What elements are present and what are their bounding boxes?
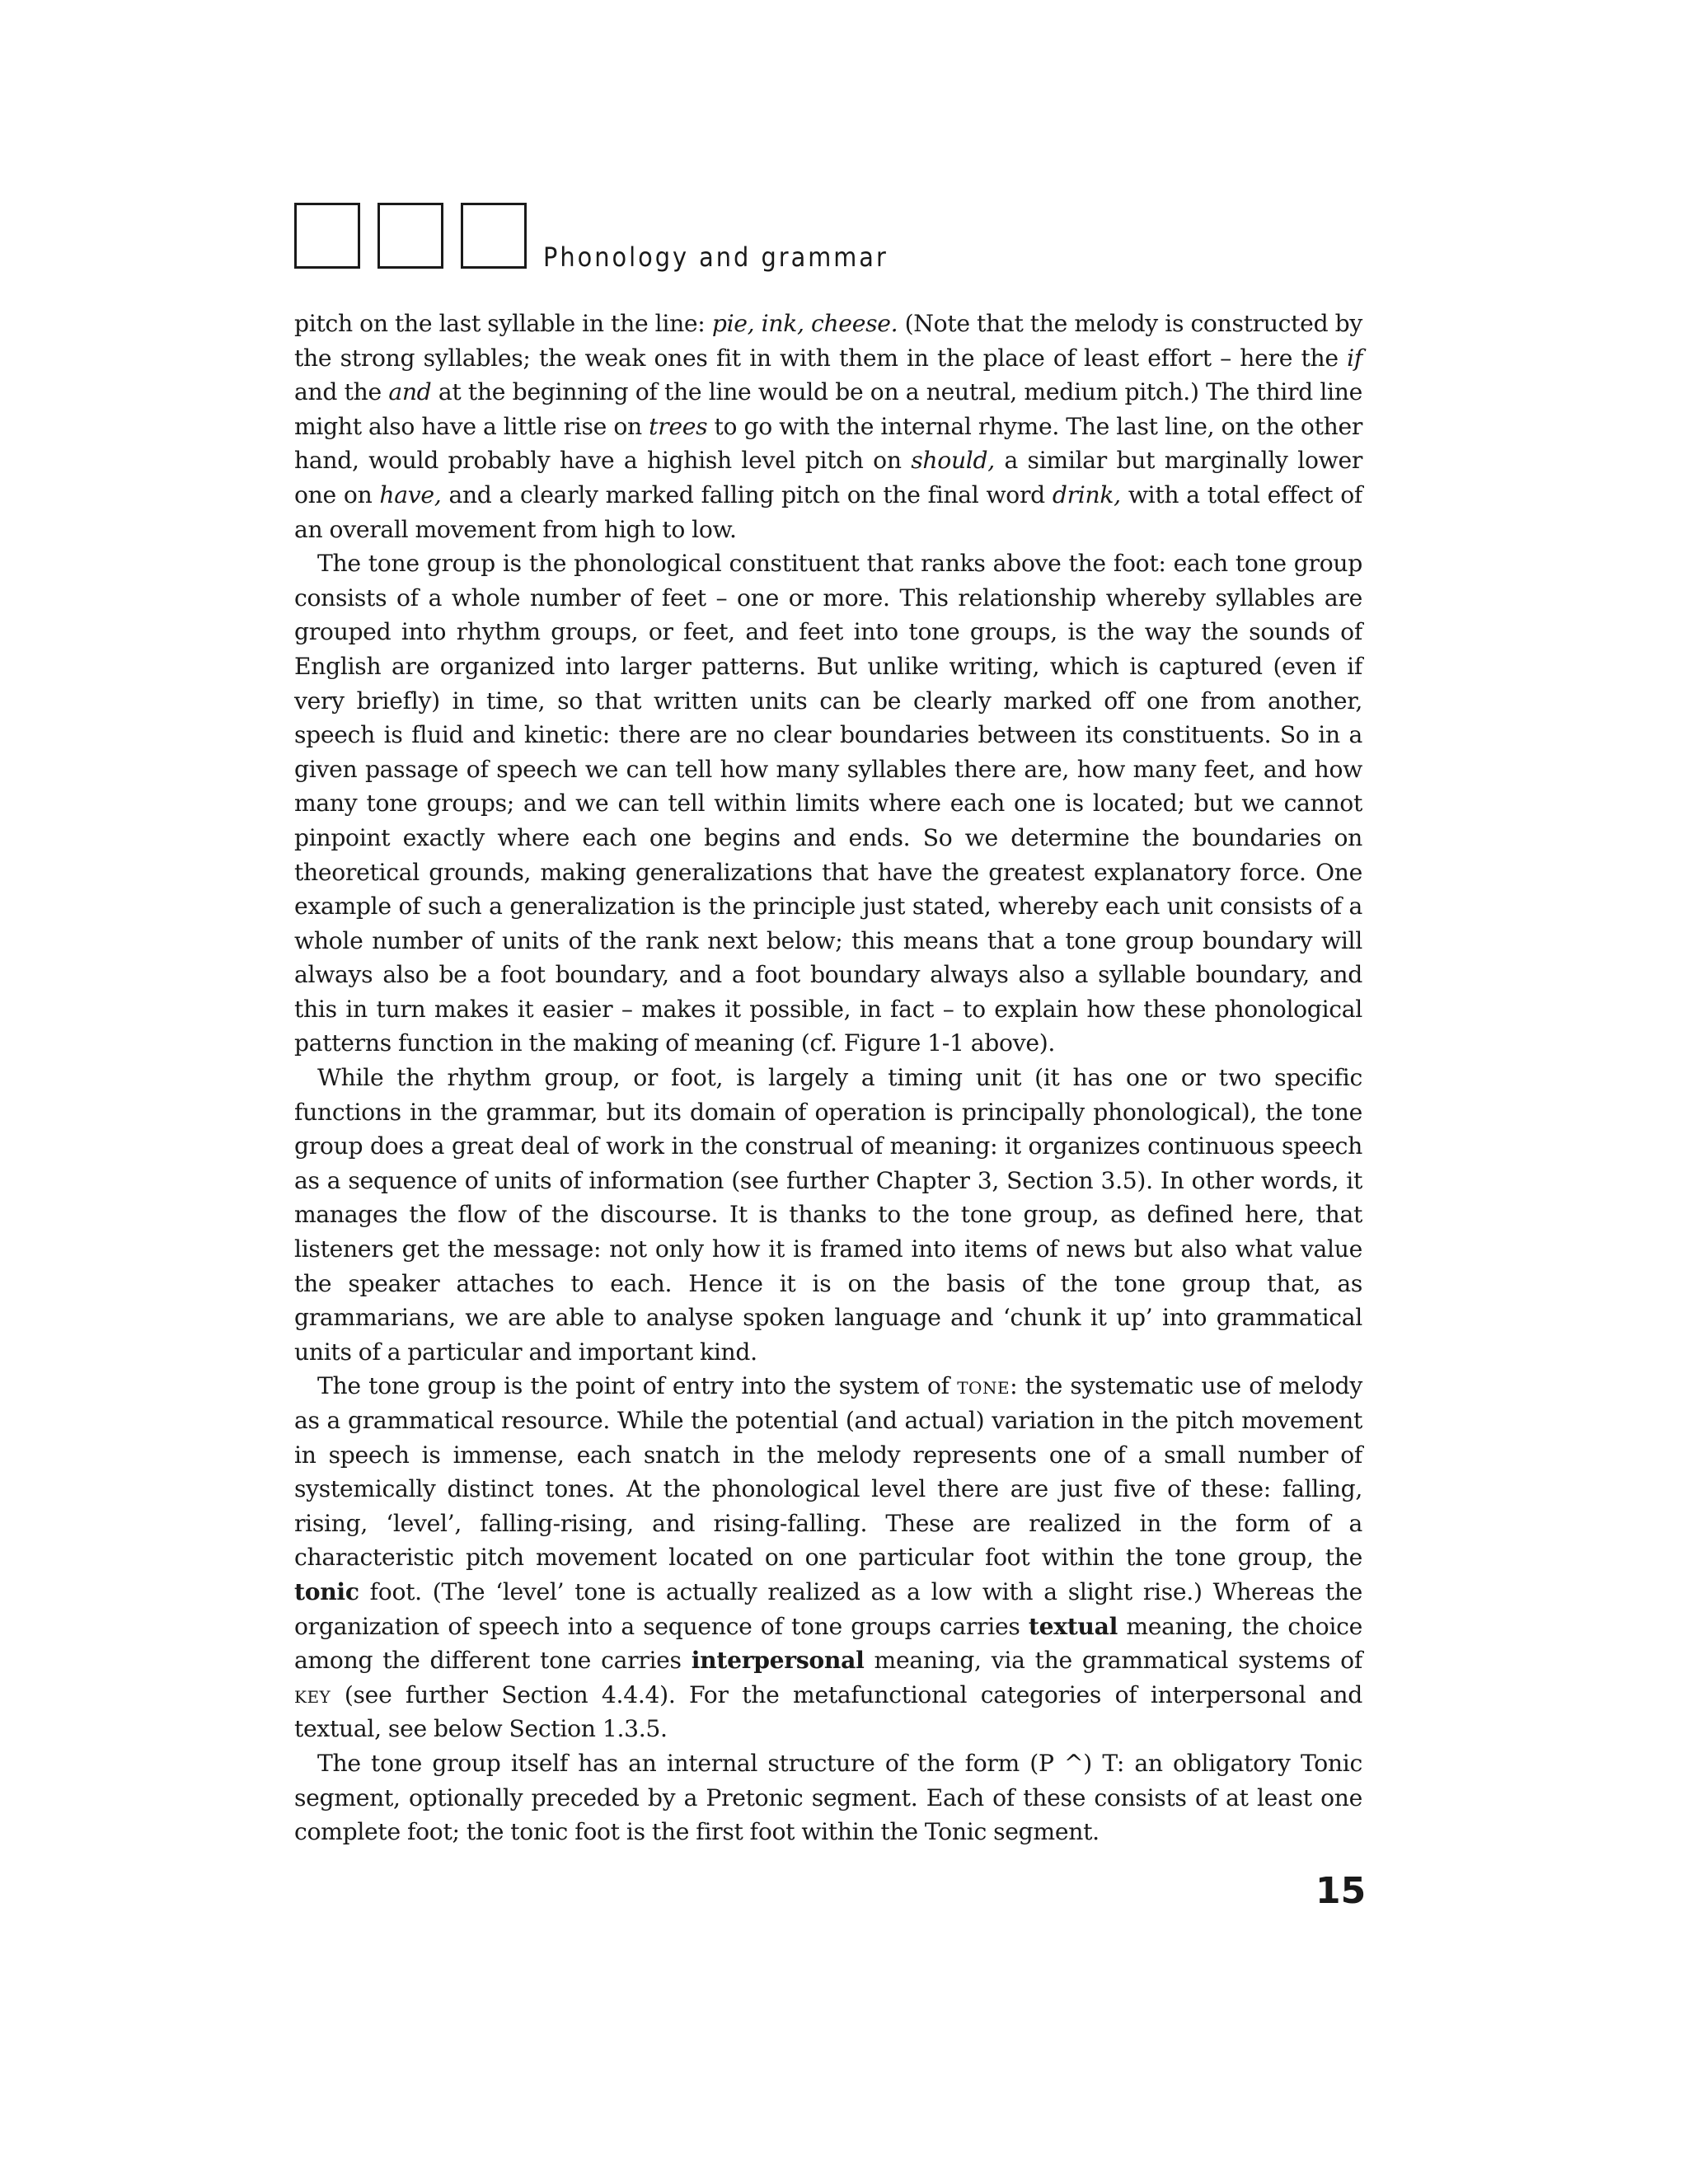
emphasis-text: drink, <box>1052 480 1121 509</box>
body-paragraph <box>294 546 1362 1061</box>
header-box-2 <box>377 203 443 269</box>
text-run: at the beginning of the line would be on a neutral, medium pitch.) The third line might also have a little rise on <box>294 378 1362 440</box>
body-text <box>294 307 1362 1849</box>
header-box-3 <box>461 203 527 269</box>
emphasis-text: trees <box>649 412 708 440</box>
text-run: The tone group is the phonological constituent that ranks above the foot: each tone group consists of a whole number of feet – one or more. This relationship whereby syllables are grouped into rhythm groups, or feet, and feet into tone groups, is the way the sounds of English are organized into larger patterns. But unlike writing, which is captured (even if very briefly) in time, so that written units can be clearly marked off one from another, speech is fluid and kinetic: there are no clear boundaries between its constituents. So in a given passage of speech we can tell how many syllables there are, how many feet, and how many tone groups; and we can tell within limits where each one is located; but we cannot pinpoint exactly where each one begins and ends. So we determine the boundaries on theoretical grounds, making generalizations that have the greatest explanatory force. One example of such a generalization is the principle just stated, whereby each unit consists of a whole number of units of the rank next below; this means that a tone group boundary will always also be a foot boundary, and a foot boundary always also a syllable boundary, and this in turn makes it easier – makes it possible, in fact – to explain how these phonological patterns function in the making of meaning (cf. Figure 1-1 above). <box>294 550 1362 1057</box>
body-paragraph <box>294 1369 1362 1746</box>
body-paragraph <box>294 307 1362 546</box>
emphasis-text: textual <box>1028 1612 1118 1640</box>
emphasis-text: tone <box>957 1372 1010 1400</box>
running-head-title: Phonology and grammar <box>543 241 889 273</box>
text-run: (Note that the melody is constructed by the strong syllables; the weak ones fit in with them in the place of least effort – here the <box>294 310 1362 372</box>
emphasis-text: if <box>1347 344 1362 372</box>
emphasis-text: pie, ink, cheese. <box>711 310 898 337</box>
text-run: and a clearly marked falling pitch on the final word <box>441 480 1053 509</box>
emphasis-text: and <box>388 378 432 406</box>
text-run: to go with the internal rhyme. The last line, on the other hand, would probably have a highish level pitch on <box>294 412 1363 475</box>
text-run: meaning, via the grammatical systems of <box>864 1647 1362 1675</box>
text-run: foot. (The ‘level’ tone is actually realized as a low with a slight rise.) Whereas the organization of speech into a sequence of tone groups carries <box>294 1577 1362 1640</box>
header-box-1 <box>294 203 360 269</box>
emphasis-text: interpersonal <box>691 1647 865 1675</box>
text-run: a similar but marginally lower one on <box>294 447 1362 509</box>
running-head <box>294 199 889 273</box>
emphasis-text: have, <box>379 480 442 509</box>
text-run: and the <box>294 378 389 406</box>
text-run: with a total effect of an overall movement from high to low. <box>294 480 1362 543</box>
text-run: While the rhythm group, or foot, is largely a timing unit (it has one or two specific functions in the grammar, but its domain of operation is principally phonological), the tone group does a great deal of work in the construal of meaning: it organizes continuous speech as a sequence of units of information (see further Chapter 3, Section 3.5). In other words, it manages the flow of the discourse. It is thanks to the tone group, as defined here, that listeners get the message: not only how it is framed into items of news but also what value the speaker attaches to each. Hence it is on the basis of the tone group that, as grammarians, we are able to analyse spoken language and ‘chunk it up’ into grammatical units of a particular and important kind. <box>294 1064 1362 1366</box>
text-run: pitch on the last syllable in the line: <box>294 310 712 337</box>
body-paragraph <box>294 1746 1362 1849</box>
text-run: meaning, the choice among the different tone carries <box>294 1612 1362 1675</box>
emphasis-text: tonic <box>294 1577 359 1605</box>
text-run: : the systematic use of melody as a grammatical resource. While the potential (and actual) variation in the pitch movement in speech is immense, each snatch in the melody represents one of a small number of systemically distinct tones. At the phonological level there are just five of these: falling, rising, ‘level’, falling-rising, and rising-falling. These are realized in the form of a characteristic pitch movement located on one particular foot within the tone group, the <box>294 1372 1362 1572</box>
text-run: The tone group itself has an internal structure of the form (P ^) T: an obligatory Tonic segment, optionally preceded by a Pretonic segment. Each of these consists of at least one complete foot; the tonic foot is the first foot within the Tonic segment. <box>294 1749 1362 1846</box>
emphasis-text: should, <box>911 447 995 475</box>
text-run: The tone group is the point of entry into the system of <box>317 1372 958 1400</box>
page-number: 15 <box>1315 1870 1367 1912</box>
emphasis-text: key <box>294 1680 331 1708</box>
text-run: (see further Section 4.4.4). For the metafunctional categories of interpersonal and textual, see below Section 1.3.5. <box>294 1680 1362 1743</box>
body-paragraph <box>294 1061 1362 1369</box>
